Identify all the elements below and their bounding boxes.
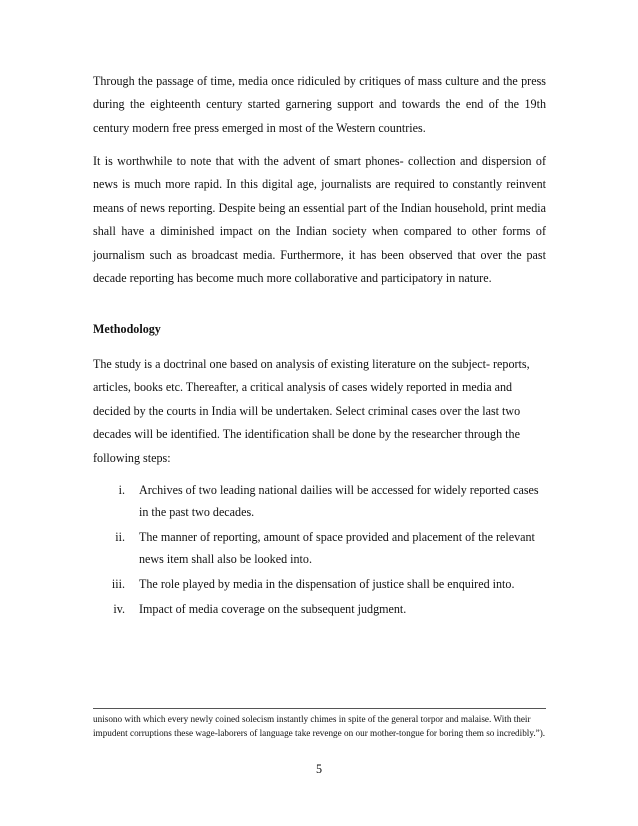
paragraph-methodology: The study is a doctrinal one based on analysis of existing literature on the subject- reports, articles, books etc. Thereafter, a critical analysis of cases widely reported in media and decided by the courts in India will be undertaken. Select criminal cases over the last two decades will be identified. The identification shall be done by the researcher through the following steps: bbox=[93, 357, 530, 465]
list-item bbox=[93, 598, 546, 620]
list-item-number: i. bbox=[118, 483, 125, 497]
list-item-text: Impact of media coverage on the subsequent judgment. bbox=[139, 602, 407, 616]
page-number: 5 bbox=[315, 762, 323, 776]
footnote-divider bbox=[93, 708, 546, 709]
paragraph-free-press-history: Through the passage of time, media once ridiculed by critiques of mass culture and the press during the eighteenth century started garnering support and towards the end of the 19th century modern free press emerged in most of the Western countries. bbox=[93, 74, 546, 135]
paragraph-digital-age: It is worthwhile to note that with the advent of smart phones- collection and dispersion of news is much more rapid. In this digital age, journalists are required to constantly reinvent means of news reporting. Despite being an essential part of the Indian household, print media shall have a diminished impact on the Indian society when compared to other forms of journalism such as broadcast media. Furthermore, it has been observed that over the past decade reporting has become much more collaborative and participatory in nature. bbox=[93, 154, 546, 286]
section-heading-methodology: Methodology bbox=[93, 322, 161, 336]
list-item-number: iv. bbox=[113, 602, 125, 616]
list-item-text: The role played by media in the dispensation of justice shall be enquired into. bbox=[139, 577, 515, 591]
list-item-text: The manner of reporting, amount of space provided and placement of the relevant news item shall also be looked into. bbox=[139, 530, 535, 566]
list-item-number: iii. bbox=[111, 577, 125, 591]
list-item-number: ii. bbox=[115, 530, 125, 544]
list-item bbox=[93, 573, 546, 595]
list-item-text: Archives of two leading national dailies will be accessed for widely reported cases in the past two decades. bbox=[139, 483, 539, 519]
methodology-steps-list bbox=[93, 479, 546, 623]
list-item bbox=[93, 479, 546, 523]
footnote-text: unisono with which every newly coined solecism instantly chimes in spite of the general torpor and malaise. With their impudent corruptions these wage-laborers of language take revenge on our mother-tongue for boring them so incredibly.”). bbox=[93, 714, 546, 738]
list-item bbox=[93, 526, 546, 570]
